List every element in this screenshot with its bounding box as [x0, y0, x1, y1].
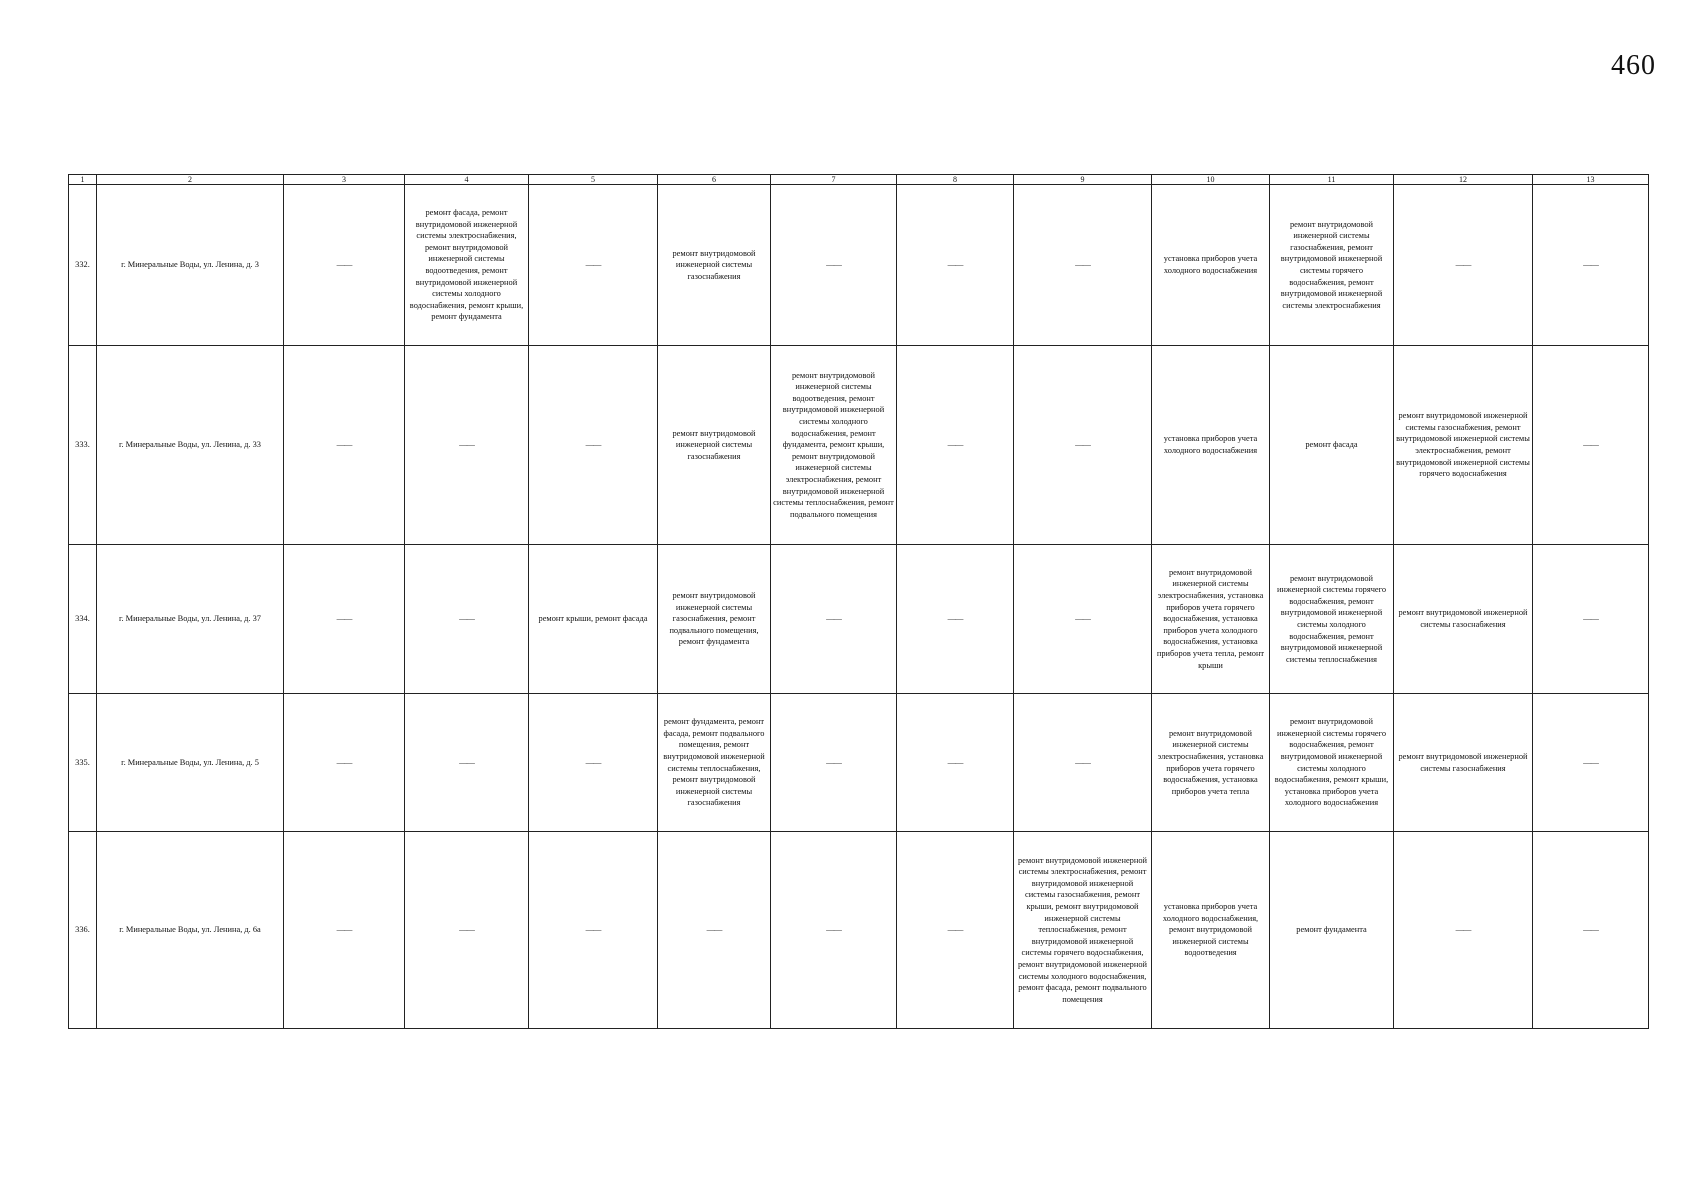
table-cell: ——: [1014, 185, 1152, 346]
table-cell: ——: [1533, 545, 1649, 694]
table-cell: ремонт внутридомовой инженерной системы газоснабжения: [1394, 545, 1533, 694]
row-number: 334.: [69, 545, 97, 694]
table-cell: ——: [284, 694, 405, 832]
table-cell: ремонт фундамента, ремонт фасада, ремонт подвального помещения, ремонт внутридомовой инженерной системы теплоснабжения, ремонт внутридомовой инженерной системы газоснабжения: [658, 694, 771, 832]
row-number: 333.: [69, 346, 97, 545]
table-cell: ——: [529, 346, 658, 545]
table-cell: ——: [771, 545, 897, 694]
works-table: [68, 174, 1649, 1029]
table-cell: ——: [284, 832, 405, 1029]
table-row: [69, 545, 1649, 694]
table-cell: ——: [284, 185, 405, 346]
table-cell: ——: [1533, 185, 1649, 346]
table-cell: ремонт внутридомовой инженерной системы электроснабжения, установка приборов учета горячего водоснабжения, установка приборов учета холодного водоснабжения, установка приборов учета тепла, ремонт крыши: [1152, 545, 1270, 694]
table-cell: ——: [771, 694, 897, 832]
table-cell: ——: [284, 545, 405, 694]
table-cell: ——: [529, 694, 658, 832]
row-number: 335.: [69, 694, 97, 832]
table-cell: ——: [284, 346, 405, 545]
table-cell: ——: [897, 346, 1014, 545]
address-cell: г. Минеральные Воды, ул. Ленина, д. 6а: [97, 832, 284, 1029]
table-cell: ——: [771, 185, 897, 346]
table-cell: ремонт фасада, ремонт внутридомовой инженерной системы электроснабжения, ремонт внутридомовой инженерной системы водоотведения, ремонт внутридомовой инженерной системы холодного водоснабжения, ремонт крыши, ремонт фундамента: [405, 185, 529, 346]
table-cell: ремонт внутридомовой инженерной системы электроснабжения, ремонт внутридомовой инженерной системы газоснабжения, ремонт крыши, ремонт внутридомовой инженерной системы теплоснабжения, ремонт внутридомовой инженерной системы горячего водоснабжения, ремонт внутридомовой инженерной системы холодного водоснабжения, ремонт фасада, ремонт подвального помещения: [1014, 832, 1152, 1029]
header-cell: 3: [284, 175, 405, 185]
table-cell: ремонт внутридомовой инженерной системы горячего водоснабжения, ремонт внутридомовой инженерной системы холодного водоснабжения, ремонт внутридомовой инженерной системы теплоснабжения: [1270, 545, 1394, 694]
table-cell: ——: [1014, 694, 1152, 832]
header-cell: 2: [97, 175, 284, 185]
table-cell: ——: [771, 832, 897, 1029]
table-cell: ——: [1014, 346, 1152, 545]
table-cell: ремонт внутридомовой инженерной системы электроснабжения, установка приборов учета горячего водоснабжения, установка приборов учета тепла: [1152, 694, 1270, 832]
table-cell: ремонт фасада: [1270, 346, 1394, 545]
header-cell: 4: [405, 175, 529, 185]
header-cell: 13: [1533, 175, 1649, 185]
table-row: [69, 694, 1649, 832]
address-cell: г. Минеральные Воды, ул. Ленина, д. 37: [97, 545, 284, 694]
table-cell: ——: [1394, 185, 1533, 346]
table-cell: ——: [897, 185, 1014, 346]
table-cell: ——: [1014, 545, 1152, 694]
table-cell: ——: [1533, 694, 1649, 832]
header-cell: 8: [897, 175, 1014, 185]
row-number: 332.: [69, 185, 97, 346]
header-cell: 6: [658, 175, 771, 185]
table-cell: ——: [1533, 832, 1649, 1029]
table-cell: установка приборов учета холодного водоснабжения, ремонт внутридомовой инженерной системы водоотведения: [1152, 832, 1270, 1029]
header-cell: 12: [1394, 175, 1533, 185]
header-cell: 7: [771, 175, 897, 185]
table-row: [69, 346, 1649, 545]
table-cell: ремонт крыши, ремонт фасада: [529, 545, 658, 694]
table-cell: ——: [658, 832, 771, 1029]
table-cell: ремонт внутридомовой инженерной системы водоотведения, ремонт внутридомовой инженерной системы холодного водоснабжения, ремонт фундамента, ремонт крыши, ремонт внутридомовой инженерной системы электроснабжения, ремонт внутридомовой инженерной системы теплоснабжения, ремонт подвального помещения: [771, 346, 897, 545]
table-cell: ——: [1533, 346, 1649, 545]
header-row: [69, 175, 1649, 185]
table-cell: ——: [405, 545, 529, 694]
table-cell: ремонт фундамента: [1270, 832, 1394, 1029]
address-cell: г. Минеральные Воды, ул. Ленина, д. 33: [97, 346, 284, 545]
table-cell: ремонт внутридомовой инженерной системы газоснабжения, ремонт подвального помещения, ремонт фундамента: [658, 545, 771, 694]
table-cell: ремонт внутридомовой инженерной системы горячего водоснабжения, ремонт внутридомовой инженерной системы холодного водоснабжения, ремонт крыши, установка приборов учета холодного водоснабжения: [1270, 694, 1394, 832]
header-cell: 1: [69, 175, 97, 185]
table-row: [69, 832, 1649, 1029]
table-cell: ——: [897, 832, 1014, 1029]
table-cell: ремонт внутридомовой инженерной системы газоснабжения: [658, 185, 771, 346]
page-number: 460: [1611, 50, 1656, 81]
address-cell: г. Минеральные Воды, ул. Ленина, д. 5: [97, 694, 284, 832]
address-cell: г. Минеральные Воды, ул. Ленина, д. 3: [97, 185, 284, 346]
table-cell: ремонт внутридомовой инженерной системы газоснабжения, ремонт внутридомовой инженерной системы горячего водоснабжения, ремонт внутридомовой инженерной системы электроснабжения: [1270, 185, 1394, 346]
table-cell: установка приборов учета холодного водоснабжения: [1152, 346, 1270, 545]
table-cell: установка приборов учета холодного водоснабжения: [1152, 185, 1270, 346]
table-cell: ремонт внутридомовой инженерной системы газоснабжения: [1394, 694, 1533, 832]
table-cell: ——: [897, 694, 1014, 832]
table-cell: ——: [1394, 832, 1533, 1029]
table-cell: ——: [405, 832, 529, 1029]
table-cell: ремонт внутридомовой инженерной системы газоснабжения: [658, 346, 771, 545]
table-cell: ремонт внутридомовой инженерной системы газоснабжения, ремонт внутридомовой инженерной системы электроснабжения, ремонт внутридомовой инженерной системы горячего водоснабжения: [1394, 346, 1533, 545]
row-number: 336.: [69, 832, 97, 1029]
table-cell: ——: [529, 832, 658, 1029]
table-cell: ——: [529, 185, 658, 346]
header-cell: 9: [1014, 175, 1152, 185]
header-cell: 5: [529, 175, 658, 185]
header-cell: 11: [1270, 175, 1394, 185]
table-cell: ——: [405, 694, 529, 832]
table-row: [69, 185, 1649, 346]
header-cell: 10: [1152, 175, 1270, 185]
table-cell: ——: [405, 346, 529, 545]
table-cell: ——: [897, 545, 1014, 694]
